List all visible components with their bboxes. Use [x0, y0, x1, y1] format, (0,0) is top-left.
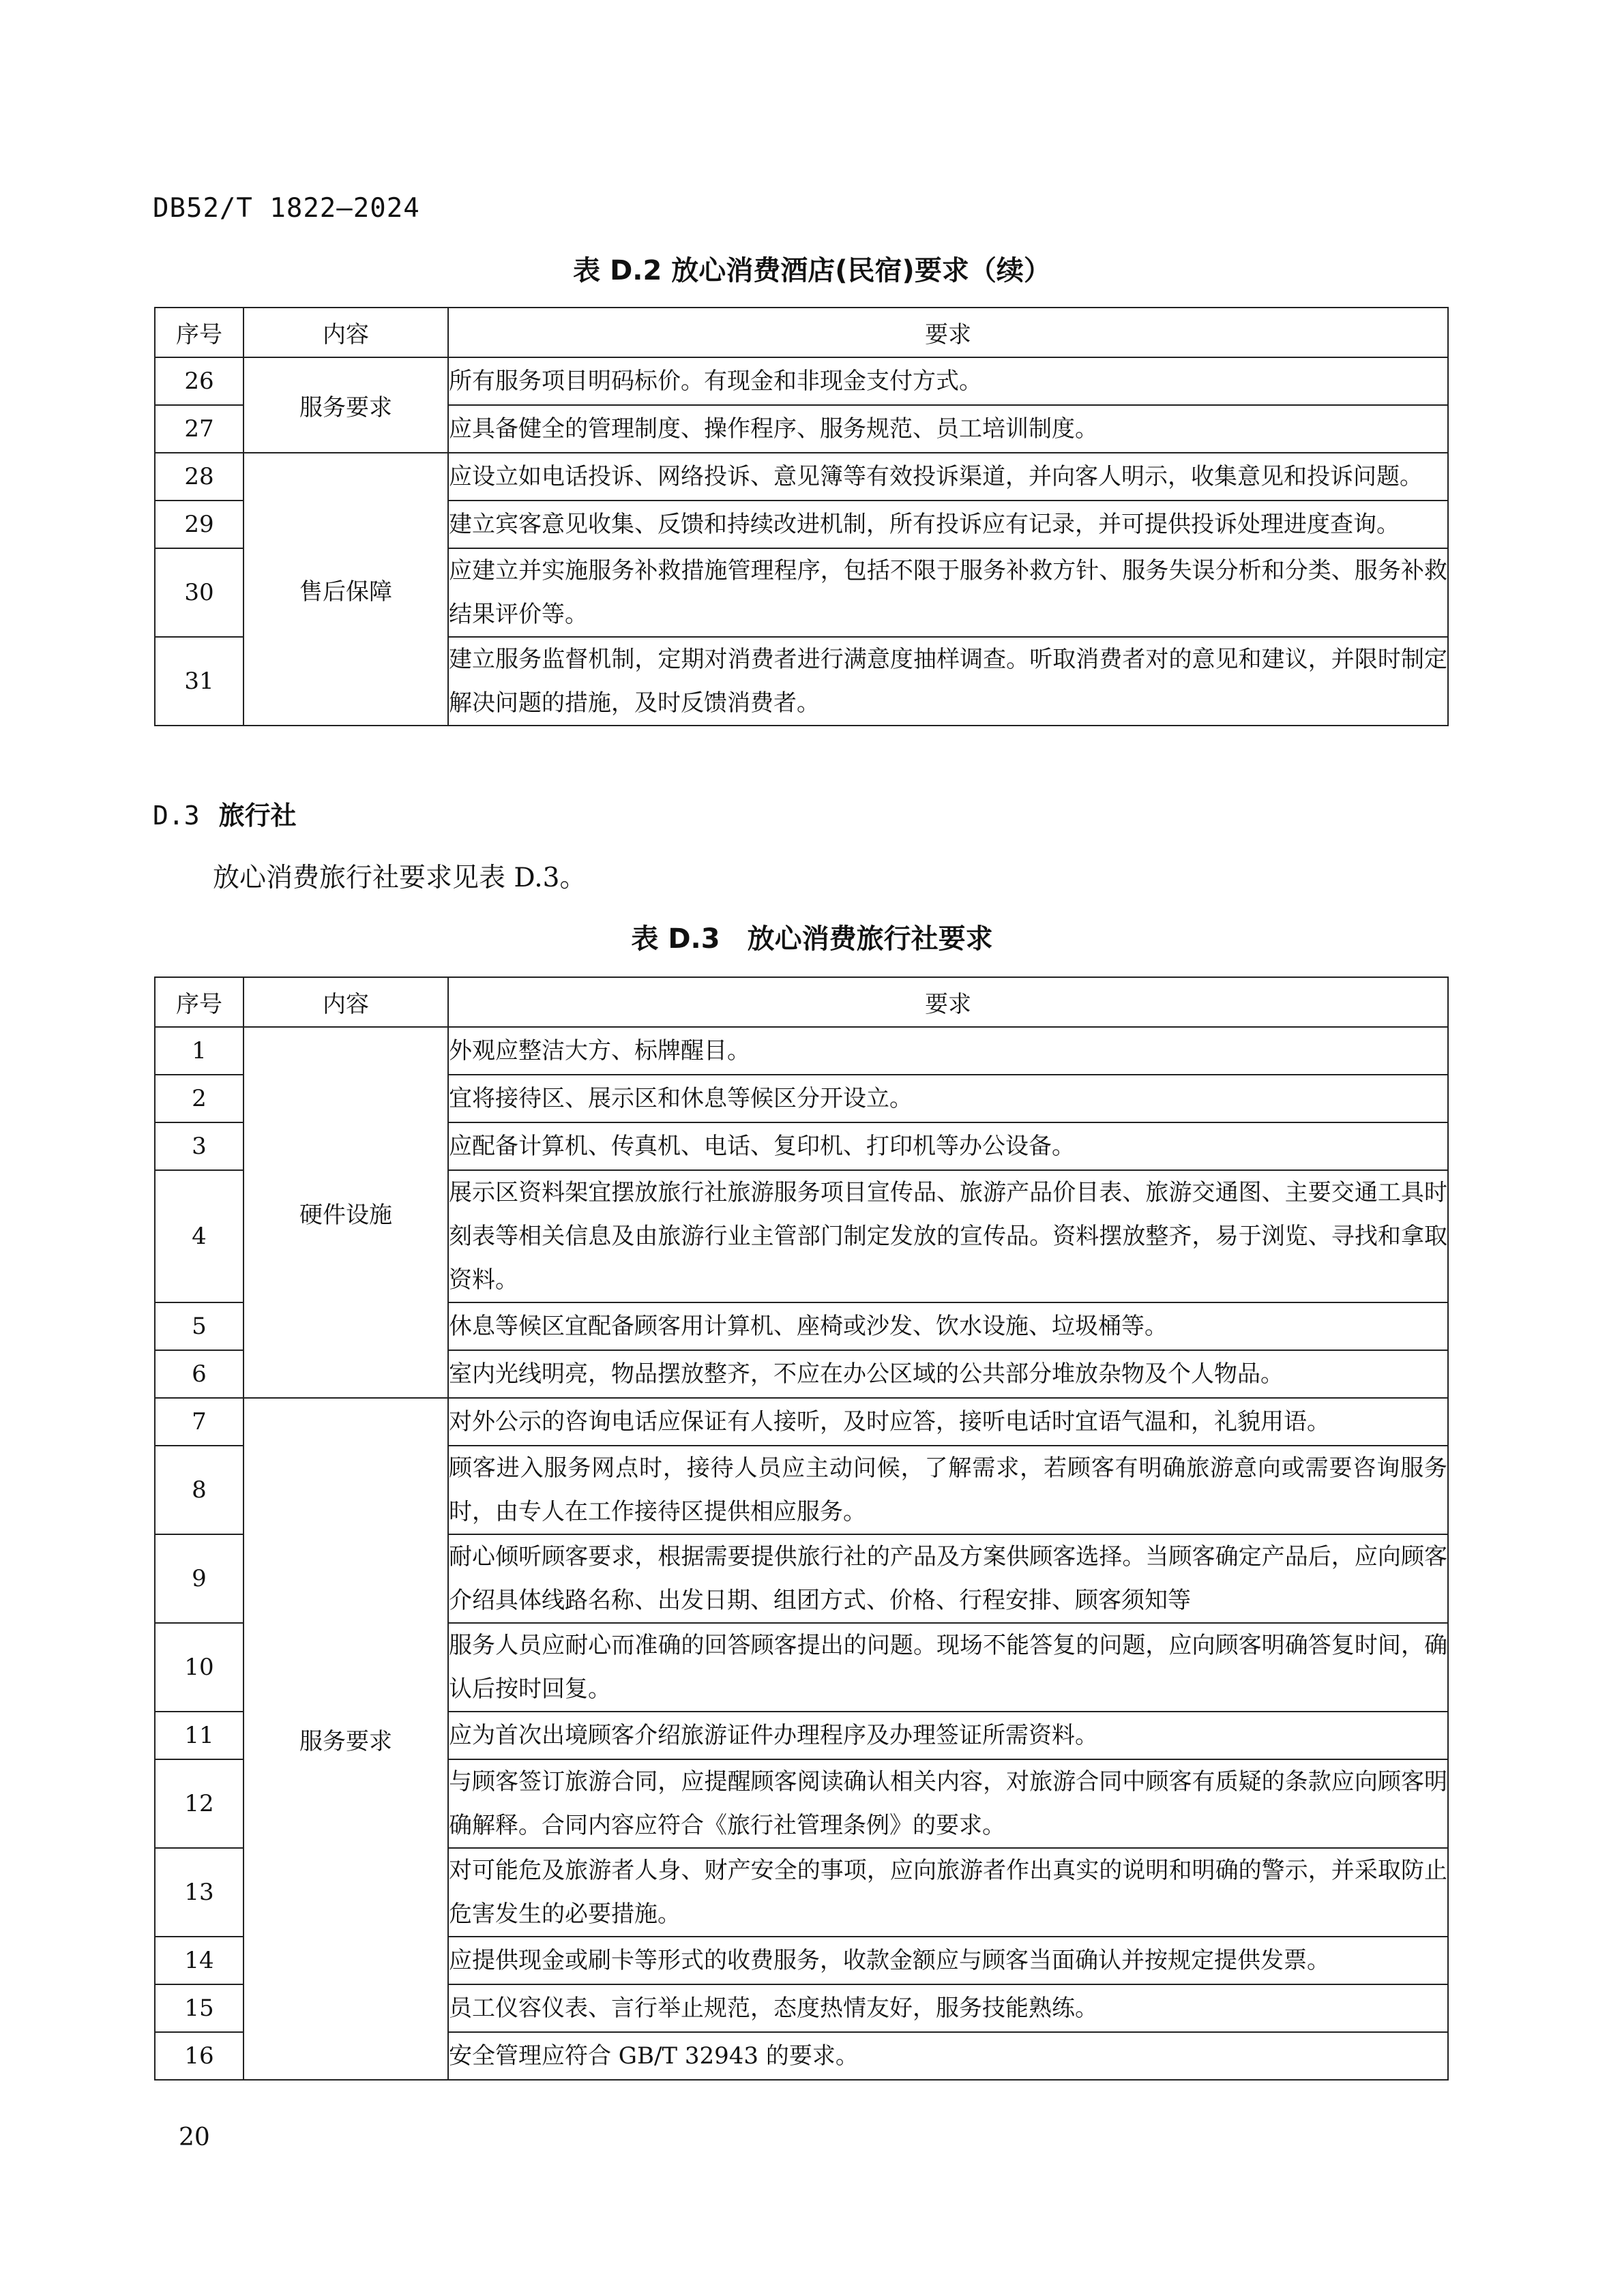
requirement-text: 展示区资料架宜摆放旅行社旅游服务项目宣传品、旅游产品价目表、旅游交通图、主要交通工具时刻表等相关信息及由旅游行业主管部门制定发放的宣传品。资料摆放整齐，易于浏览、寻找和拿取资料。: [448, 1170, 1448, 1302]
requirement-text: 对可能危及旅游者人身、财产安全的事项，应向旅游者作出真实的说明和明确的警示，并采取防止危害发生的必要措施。: [448, 1848, 1448, 1937]
row-number: 29: [155, 501, 243, 548]
row-number: 4: [155, 1170, 243, 1302]
requirement-text: 宜将接待区、展示区和休息等候区分开设立。: [448, 1075, 1448, 1122]
requirement-text: 建立宾客意见收集、反馈和持续改进机制，所有投诉应有记录，并可提供投诉处理进度查询。: [448, 501, 1448, 548]
column-header-number: 序号: [155, 308, 243, 357]
table-header-row: [155, 308, 1448, 357]
row-number: 31: [155, 637, 243, 726]
row-number: 26: [155, 357, 243, 405]
table-row: [155, 1027, 1448, 1075]
row-number: 14: [155, 1937, 243, 1984]
table-header-row: [155, 977, 1448, 1027]
requirement-text: 应配备计算机、传真机、电话、复印机、打印机等办公设备。: [448, 1122, 1448, 1170]
category-cell: 售后保障: [243, 453, 448, 726]
row-number: 27: [155, 405, 243, 453]
row-number: 10: [155, 1623, 243, 1712]
row-number: 7: [155, 1398, 243, 1446]
requirement-text: 应具备健全的管理制度、操作程序、服务规范、员工培训制度。: [448, 405, 1448, 453]
row-number: 13: [155, 1848, 243, 1937]
row-number: 12: [155, 1759, 243, 1848]
column-header-content: 内容: [243, 308, 448, 357]
requirement-text: 应提供现金或刷卡等形式的收费服务，收款金额应与顾客当面确认并按规定提供发票。: [448, 1937, 1448, 1984]
requirement-text: 安全管理应符合 GB/T 32943 的要求。: [448, 2032, 1448, 2080]
row-number: 8: [155, 1446, 243, 1534]
section-title: 旅行社: [218, 801, 297, 831]
column-header-requirement: 要求: [448, 308, 1448, 357]
requirement-text: 应为首次出境顾客介绍旅游证件办理程序及办理签证所需资料。: [448, 1712, 1448, 1759]
category-cell: 服务要求: [243, 357, 448, 453]
table-d3: [154, 976, 1449, 2081]
requirement-text: 员工仪容仪表、言行举止规范，态度热情友好，服务技能熟练。: [448, 1984, 1448, 2032]
requirement-text: 建立服务监督机制，定期对消费者进行满意度抽样调查。听取消费者对的意见和建议，并限时制定解决问题的措施，及时反馈消费者。: [448, 637, 1448, 726]
requirement-text: 耐心倾听顾客要求，根据需要提供旅行社的产品及方案供顾客选择。当顾客确定产品后，应向顾客介绍具体线路名称、出发日期、组团方式、价格、行程安排、顾客须知等: [448, 1534, 1448, 1623]
row-number: 6: [155, 1350, 243, 1398]
requirement-text: 外观应整洁大方、标牌醒目。: [448, 1027, 1448, 1075]
category-cell: 服务要求: [243, 1398, 448, 2080]
requirement-text: 应建立并实施服务补救措施管理程序，包括不限于服务补救方针、服务失误分析和分类、服务补救结果评价等。: [448, 548, 1448, 637]
row-number: 28: [155, 453, 243, 501]
requirement-text: 应设立如电话投诉、网络投诉、意见簿等有效投诉渠道，并向客人明示，收集意见和投诉问题。: [448, 453, 1448, 501]
requirement-text: 顾客进入服务网点时，接待人员应主动问候，了解需求，若顾客有明确旅游意向或需要咨询服务时，由专人在工作接待区提供相应服务。: [448, 1446, 1448, 1534]
column-header-number: 序号: [155, 977, 243, 1027]
row-number: 5: [155, 1302, 243, 1350]
requirement-text: 与顾客签订旅游合同，应提醒顾客阅读确认相关内容，对旅游合同中顾客有质疑的条款应向顾客明确解释。合同内容应符合《旅行社管理条例》的要求。: [448, 1759, 1448, 1848]
row-number: 1: [155, 1027, 243, 1075]
table-d2: [154, 307, 1449, 726]
column-header-content: 内容: [243, 977, 448, 1027]
table-row: [155, 357, 1448, 405]
row-number: 2: [155, 1075, 243, 1122]
row-number: 11: [155, 1712, 243, 1759]
requirement-text: 休息等候区宜配备顾客用计算机、座椅或沙发、饮水设施、垃圾桶等。: [448, 1302, 1448, 1350]
page-number: 20: [179, 2123, 210, 2151]
row-number: 9: [155, 1534, 243, 1623]
table-row: [155, 1398, 1448, 1446]
row-number: 3: [155, 1122, 243, 1170]
section-paragraph: 放心消费旅行社要求见表 D.3。: [213, 863, 587, 893]
table-d2-title: 表 D.2 放心消费酒店(民宿)要求（续）: [573, 255, 1051, 286]
requirement-text: 室内光线明亮，物品摆放整齐，不应在办公区域的公共部分堆放杂物及个人物品。: [448, 1350, 1448, 1398]
requirement-text: 所有服务项目明码标价。有现金和非现金支付方式。: [448, 357, 1448, 405]
requirement-text: 服务人员应耐心而准确的回答顾客提出的问题。现场不能答复的问题，应向顾客明确答复时间，确认后按时回复。: [448, 1623, 1448, 1712]
row-number: 15: [155, 1984, 243, 2032]
section-heading: [153, 794, 297, 832]
table-row: [155, 453, 1448, 501]
section-number: D.3: [153, 801, 200, 831]
column-header-requirement: 要求: [448, 977, 1448, 1027]
requirement-text: 对外公示的咨询电话应保证有人接听，及时应答，接听电话时宜语气温和，礼貌用语。: [448, 1398, 1448, 1446]
document-code: DB52/T 1822—2024: [153, 193, 420, 224]
table-d3-title: 表 D.3 放心消费旅行社要求: [631, 923, 993, 955]
row-number: 30: [155, 548, 243, 637]
category-cell: 硬件设施: [243, 1027, 448, 1398]
row-number: 16: [155, 2032, 243, 2080]
